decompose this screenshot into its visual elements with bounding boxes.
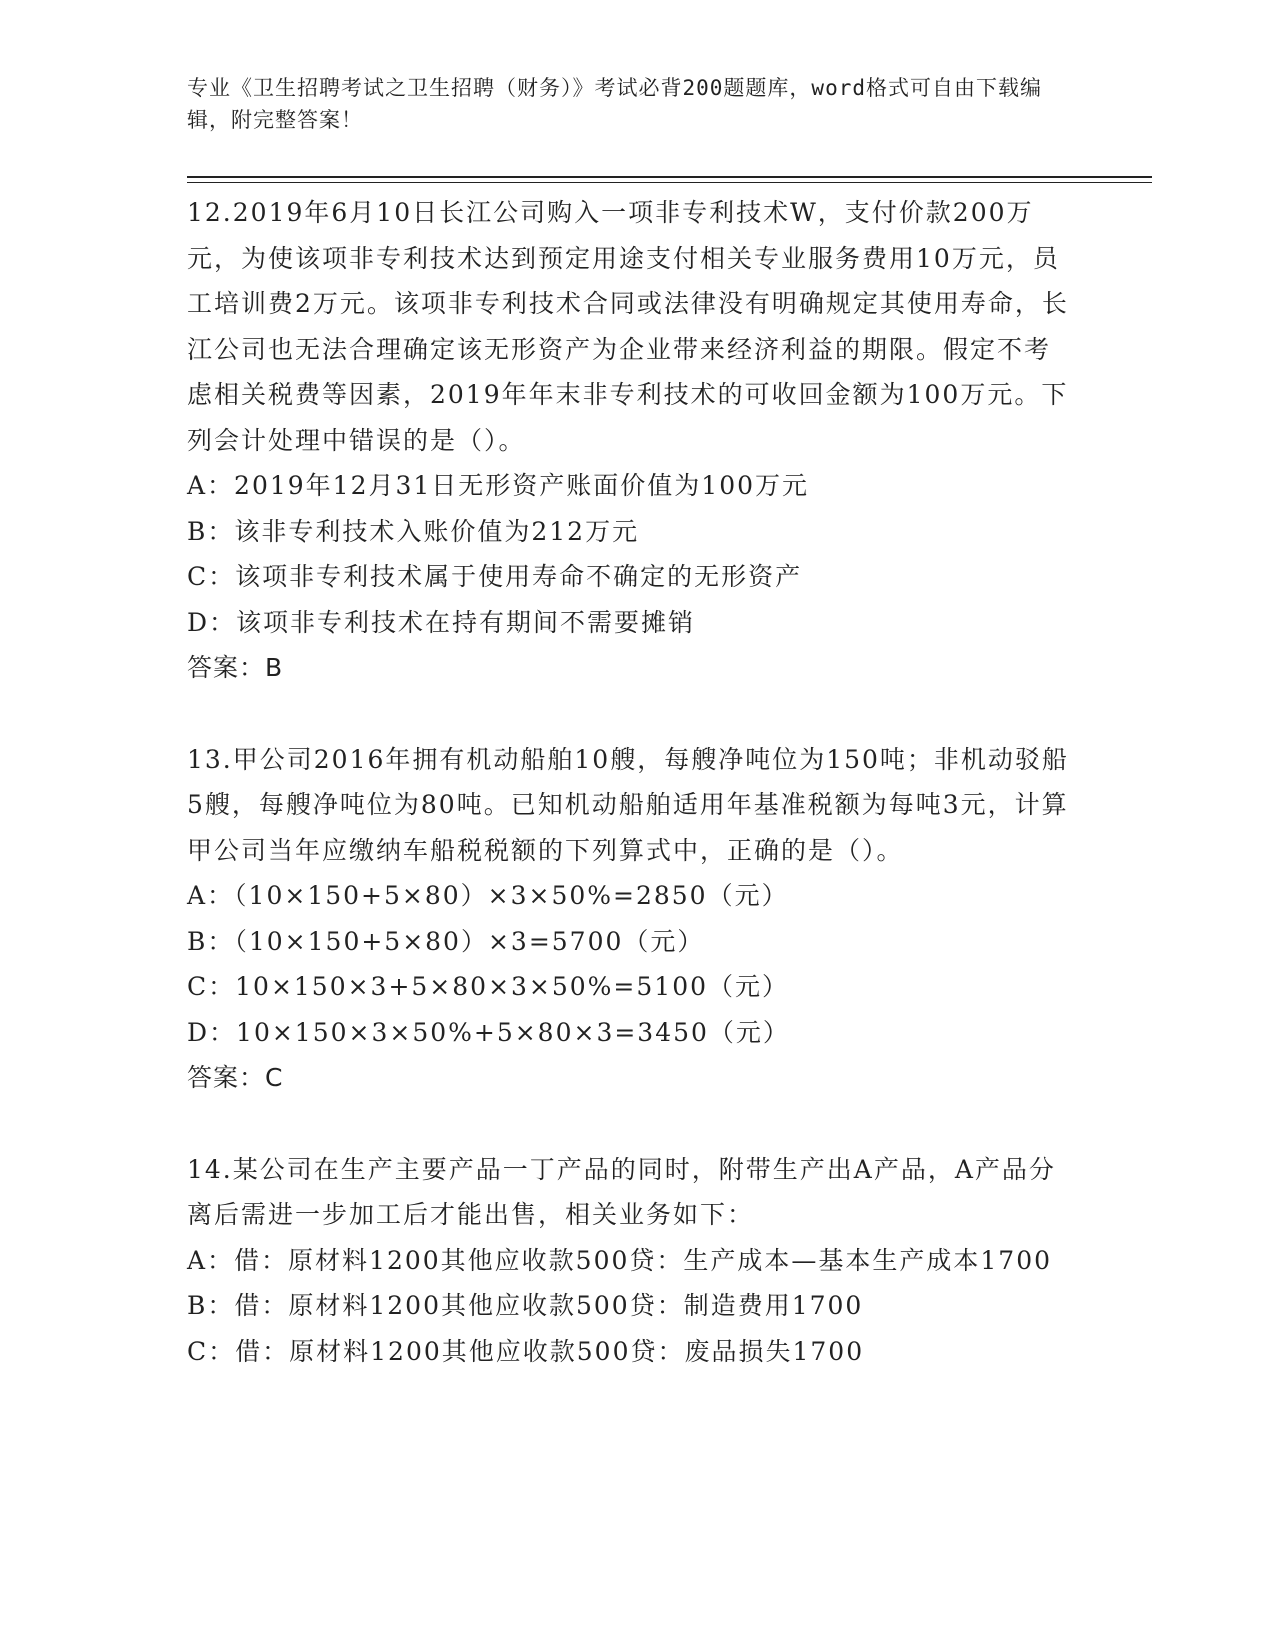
question-14	[187, 1147, 1077, 1375]
document-header: 专业《卫生招聘考试之卫生招聘（财务）》考试必背200题题库，word格式可自由下载编辑，附完整答案！	[187, 76, 1042, 132]
option-a: A：（10×150+5×80）×3×50%=2850（元）	[187, 881, 789, 910]
question-stem: 13.甲公司2016年拥有机动船舶10艘，每艘净吨位为150吨；非机动驳船5艘，每艘净吨位为80吨。已知机动船舶适用年基准税额为每吨3元，计算甲公司当年应缴纳车船税税额的下列算式中，正确的是（）。	[187, 744, 1069, 865]
option-c: C：该项非专利技术属于使用寿命不确定的无形资产	[187, 562, 803, 591]
option-a: A：2019年12月31日无形资产账面价值为100万元	[187, 471, 810, 500]
option-a: A：借：原材料1200其他应收款500贷：生产成本—基本生产成本1700	[187, 1245, 1053, 1275]
option-c: C：借：原材料1200其他应收款500贷：废品损失1700	[187, 1336, 865, 1366]
option-d: D：10×150×3×50%+5×80×3=3450（元）	[187, 1017, 790, 1047]
option-c: C：10×150×3+5×80×3×50%=5100（元）	[187, 972, 790, 1001]
question-stem: 12.2019年6月10日长江公司购入一项非专利技术W，支付价款200万元，为使该项非专利技术达到预定用途支付相关专业服务费用10万元，员工培训费2万元。该项非专利技术合同或法律没有明确规定其使用寿命，长江公司也无法合理确定该无形资产为企业带来经济利益的期限。假定不考虑相关税费等因素，2019年年末非专利技术的可收回金额为100万元。下列会计处理中错误的是（）。	[187, 198, 1069, 455]
option-b: B：（10×150+5×80）×3=5700（元）	[187, 926, 705, 956]
option-b: B：借：原材料1200其他应收款500贷：制造费用1700	[187, 1291, 864, 1320]
question-list	[187, 190, 1077, 1374]
option-d: D：该项非专利技术在持有期间不需要摊销	[187, 607, 696, 637]
question-spacer	[187, 1101, 1077, 1147]
question-12	[187, 190, 1077, 691]
question-stem: 14.某公司在生产主要产品一丁产品的同时，附带生产出A产品，A产品分离后需进一步加工后才能出售，相关业务如下：	[187, 1154, 1056, 1229]
header-divider-thick	[187, 176, 1152, 178]
question-spacer	[187, 691, 1077, 737]
answer: 答案：C	[187, 1063, 284, 1092]
header-divider-thin	[187, 182, 1152, 183]
answer: 答案：B	[187, 653, 284, 682]
option-b: B：该非专利技术入账价值为212万元	[187, 516, 640, 546]
question-13	[187, 737, 1077, 1101]
